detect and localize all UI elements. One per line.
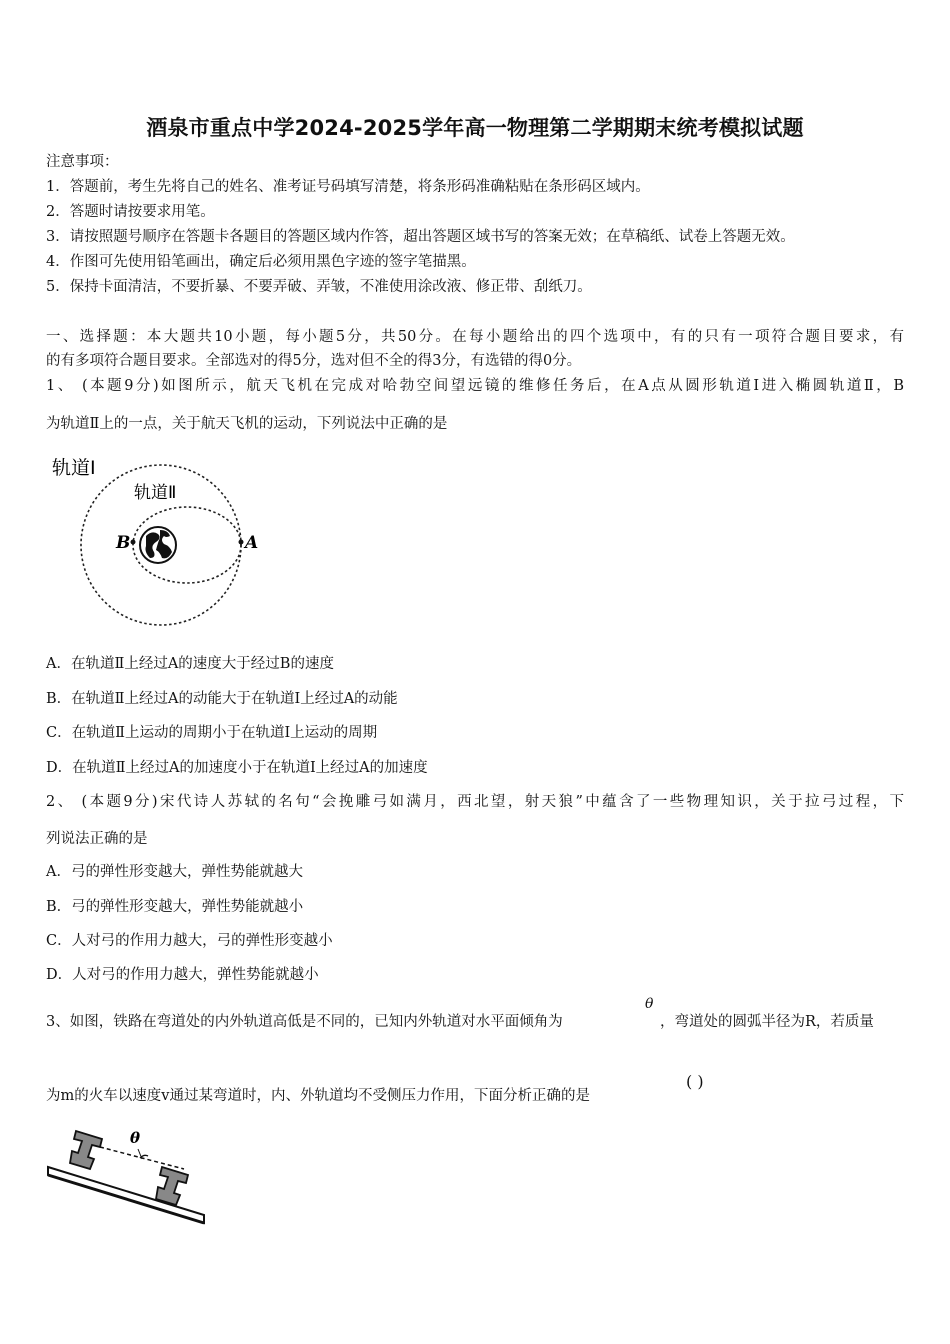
answer-option: B．在轨道Ⅱ上经过A的动能大于在轨道I上经过A的动能 <box>46 691 398 707</box>
question-2-stem: 2、 (本题9分)宋代诗人苏轼的名句“会挽雕弓如满月，西北望，射天狼”中蕴含了一些物理知识，关于拉弓过程，下 <box>46 794 904 810</box>
answer-option: B．弓的弹性形变越大，弹性势能就越小 <box>46 899 304 915</box>
question-1-stem: 为轨道Ⅱ上的一点，关于航天飞机的运动，下列说法中正确的是 <box>46 416 448 432</box>
angle-label: θ <box>130 1129 141 1147</box>
answer-option: D．人对弓的作用力越大，弹性势能就越小 <box>46 967 319 983</box>
answer-option: A．弓的弹性形变越大，弹性势能就越大 <box>46 864 303 880</box>
theta-symbol: θ <box>645 996 654 1012</box>
orbit-diagram <box>46 450 259 640</box>
answer-paren: ( ) <box>686 1072 704 1091</box>
orbit-2-label: 轨道Ⅱ <box>134 483 177 503</box>
notice-item: 1．答题前，考生先将自己的姓名、准考证号码填写清楚，将条形码准确粘贴在条形码区域内。 <box>46 179 650 195</box>
page-title: 酒泉市重点中学2024-2025学年高一物理第二学期期末统考模拟试题 <box>146 116 804 140</box>
point-b-label: B <box>116 533 131 553</box>
answer-option: A．在轨道Ⅱ上经过A的速度大于经过B的速度 <box>46 656 334 672</box>
orbit-1-label: 轨道Ⅰ <box>52 457 96 479</box>
point-b-marker <box>131 540 136 545</box>
question-3-stem: 3、如图，铁路在弯道处的内外轨道高低是不同的，已知内外轨道对水平面倾角为 <box>46 1014 563 1030</box>
notice-item: 4．作图可先使用铅笔画出，确定后必须用黑色字迹的签字笔描黑。 <box>46 254 476 270</box>
question-3-stem: ，弯道处的圆弧半径为R，若质量 <box>660 1014 874 1030</box>
earth-icon <box>140 527 176 563</box>
section-instructions: 一、选择题：本大题共10小题，每小题5分，共50分。在每小题给出的四个选项中，有的只有一项符合题目要求，有 <box>46 329 904 345</box>
point-a-marker <box>239 540 244 545</box>
inner-rail <box>70 1131 102 1169</box>
notice-item: 5．保持卡面清洁，不要折暴、不要弄破、弄皱，不准使用涂改液、修正带、刮纸刀。 <box>46 279 592 295</box>
answer-option: C．人对弓的作用力越大，弓的弹性形变越小 <box>46 933 333 949</box>
section-instructions: 的有多项符合题目要求。全部选对的得5分，选对但不全的得3分，有选错的得0分。 <box>46 353 582 369</box>
notice-item: 3．请按照题号顺序在答题卡各题目的答题区域内作答，超出答题区域书写的答案无效；在草稿纸、试卷上答题无效。 <box>46 229 795 245</box>
question-1-stem: 1、 (本题9分)如图所示，航天飞机在完成对哈勃空间望远镜的维修任务后，在A点从圆形轨道Ⅰ进入椭圆轨道Ⅱ，B <box>46 378 904 394</box>
railway-diagram <box>44 1125 214 1230</box>
outer-rail <box>156 1167 188 1205</box>
question-3-stem: 为m的火车以速度v通过某弯道时，内、外轨道均不受侧压力作用，下面分析正确的是 <box>46 1088 590 1104</box>
answer-option: C．在轨道Ⅱ上运动的周期小于在轨道Ⅰ上运动的周期 <box>46 725 378 741</box>
notice-item: 2．答题时请按要求用笔。 <box>46 204 215 220</box>
answer-option: D．在轨道Ⅱ上经过A的加速度小于在轨道Ⅰ上经过A的加速度 <box>46 760 428 776</box>
point-a-label: A <box>245 533 259 553</box>
notice-heading: 注意事项： <box>46 154 119 170</box>
question-2-stem: 列说法正确的是 <box>46 831 148 847</box>
